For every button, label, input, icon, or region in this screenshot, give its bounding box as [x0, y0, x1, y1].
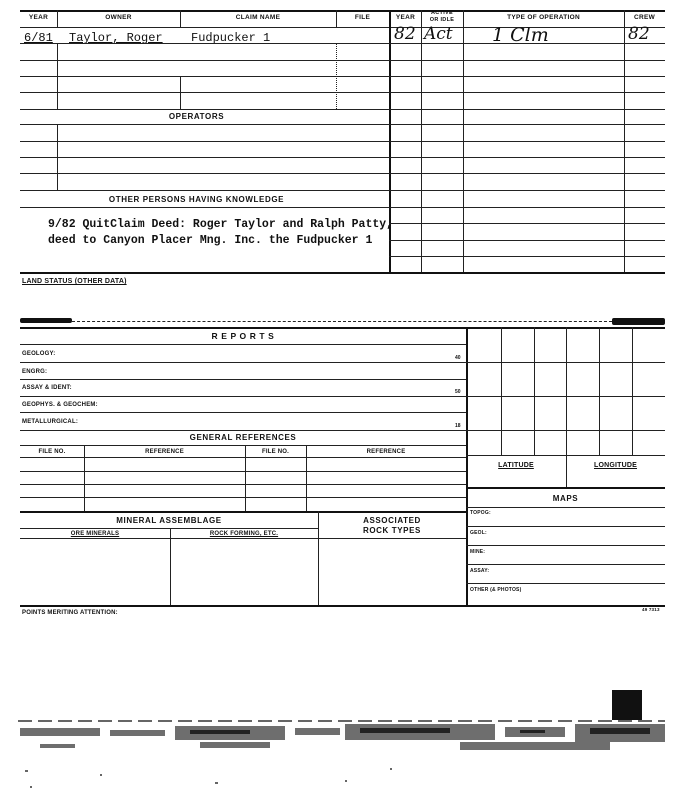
- row-line: [389, 60, 665, 61]
- row-line: [389, 124, 665, 125]
- form-bottom-border: [20, 605, 665, 607]
- metallurgical-number: 18: [455, 423, 461, 429]
- claim-year: 6/81: [24, 31, 53, 45]
- band-right-mark: [612, 318, 665, 325]
- band-left-mark: [20, 318, 72, 323]
- row-line: [20, 60, 389, 61]
- other-persons-title: OTHER PERSONS HAVING KNOWLEDGE: [108, 195, 285, 204]
- assay-label: ASSAY & IDENT:: [22, 385, 72, 391]
- op-year: 82: [394, 24, 416, 44]
- op-type: 1 Clm: [492, 24, 549, 46]
- col-line: [318, 511, 319, 605]
- mineral-assemblage-title: MINERAL ASSEMBLAGE: [116, 516, 222, 525]
- row-line: [20, 173, 389, 174]
- row-line: [20, 497, 466, 498]
- maps-assay-label: ASSAY:: [470, 568, 490, 574]
- grid-line: [534, 327, 535, 455]
- form-number: 49 7313: [642, 607, 660, 612]
- row-line: [20, 412, 466, 413]
- row-line: [389, 43, 665, 44]
- general-references-title: GENERAL REFERENCES: [189, 433, 297, 442]
- row-line: [389, 76, 665, 77]
- operators-title: OPERATORS: [168, 112, 225, 121]
- row-line: [20, 362, 466, 363]
- grid-line: [466, 396, 665, 397]
- file-no-header-1: FILE NO.: [38, 449, 66, 455]
- row-line: [20, 109, 389, 110]
- latitude-label: LATITUDE: [498, 462, 534, 469]
- row-line: [466, 583, 665, 584]
- file-no-header-2: FILE NO.: [262, 449, 289, 455]
- rock-forming-header: ROCK FORMING, ETC.: [209, 531, 279, 537]
- geophys-label: GEOPHYS. & GEOCHEM:: [22, 402, 98, 408]
- row-line: [20, 471, 466, 472]
- engrg-label: ENGRG:: [22, 369, 48, 375]
- op-crew: 82: [628, 24, 650, 44]
- row-line: [20, 190, 389, 191]
- row-line: [20, 141, 389, 142]
- ore-minerals-header: ORE MINERALS: [70, 531, 120, 537]
- row-line: [20, 207, 389, 208]
- geology-number: 40: [455, 355, 461, 361]
- col-owner: OWNER: [105, 14, 132, 21]
- longitude-label: LONGITUDE: [593, 462, 638, 469]
- col-crew: CREW: [633, 14, 656, 21]
- other-photos-label: OTHER (& PHOTOS): [470, 587, 522, 593]
- row-line: [466, 507, 665, 508]
- grid-line: [632, 327, 633, 455]
- row-line: [20, 76, 389, 77]
- row-line: [389, 190, 665, 191]
- mine-label: MINE:: [470, 549, 486, 555]
- row-line: [20, 484, 466, 485]
- row-line: [20, 430, 466, 431]
- row-line: [20, 92, 389, 93]
- bottom-border: [20, 272, 665, 274]
- col-line: [180, 76, 181, 109]
- row-line: [20, 43, 389, 44]
- col-or-idle: OR IDLE: [429, 17, 455, 23]
- row-line: [389, 141, 665, 142]
- row-line: [20, 538, 466, 539]
- band-line: [72, 321, 612, 322]
- reference-header-1: REFERENCE: [145, 449, 184, 455]
- row-line: [20, 511, 466, 513]
- grid-line: [599, 327, 600, 455]
- row-line: [20, 379, 466, 380]
- claim-name: Fudpucker 1: [191, 31, 271, 45]
- row-line: [389, 256, 665, 257]
- row-line: [389, 109, 665, 110]
- other-persons-line-1: 9/82 QuitClaim Deed: Roger Taylor and Ralph Patty,: [48, 218, 394, 231]
- col-claim-name: CLAIM NAME: [235, 14, 281, 21]
- maps-title: MAPS: [552, 494, 579, 503]
- row-line: [389, 223, 665, 224]
- col-file: FILE: [354, 14, 371, 21]
- col-type-of-operation: TYPE OF OPERATION: [507, 14, 580, 21]
- reference-header-2: REFERENCE: [366, 449, 406, 455]
- form-top-border: [20, 327, 665, 329]
- row-line: [389, 207, 665, 208]
- claim-owner: Taylor, Roger: [69, 31, 163, 45]
- op-status: Act: [424, 24, 453, 44]
- row-line: [389, 173, 665, 174]
- reports-title: R E P O R T S: [211, 331, 275, 341]
- geology-label: GEOLOGY:: [22, 351, 56, 357]
- grid-line: [466, 487, 665, 489]
- row-line: [20, 457, 466, 458]
- grid-line: [501, 327, 502, 455]
- land-status-label: LAND STATUS (OTHER DATA): [22, 278, 127, 285]
- col-line: [57, 124, 58, 190]
- col-active: ACTIVE: [431, 10, 453, 16]
- row-line: [20, 344, 466, 345]
- col-line: [57, 43, 58, 109]
- col-line: [336, 43, 337, 109]
- col-year: YEAR: [28, 14, 49, 21]
- metallurgical-label: METALLURGICAL:: [22, 419, 79, 425]
- row-line: [466, 564, 665, 565]
- row-line: [20, 157, 389, 158]
- assay-number: 50: [455, 389, 461, 395]
- grid-line: [466, 455, 665, 456]
- row-line: [20, 445, 466, 446]
- associated-title-2: ROCK TYPES: [362, 526, 421, 535]
- row-line: [466, 545, 665, 546]
- row-line: [20, 124, 389, 125]
- scan-noise: [0, 690, 678, 800]
- row-line: [389, 240, 665, 241]
- row-line: [20, 396, 466, 397]
- topog-label: TOPOG:: [470, 510, 491, 516]
- header-divider: [20, 27, 665, 28]
- row-line: [466, 526, 665, 527]
- grid-line: [466, 430, 665, 431]
- geol-label: GEOL:: [470, 530, 487, 536]
- grid-line: [466, 362, 665, 363]
- row-line: [389, 92, 665, 93]
- associated-title-1: ASSOCIATED: [363, 516, 421, 525]
- row-line: [389, 157, 665, 158]
- top-border: [20, 10, 665, 12]
- points-meriting-attention-label: POINTS MERITING ATTENTION:: [22, 610, 118, 616]
- col-line: [170, 528, 171, 605]
- col-op-year: YEAR: [395, 14, 416, 21]
- row-line: [20, 528, 318, 529]
- other-persons-line-2: deed to Canyon Placer Mng. Inc. the Fudpucker 1: [48, 234, 373, 247]
